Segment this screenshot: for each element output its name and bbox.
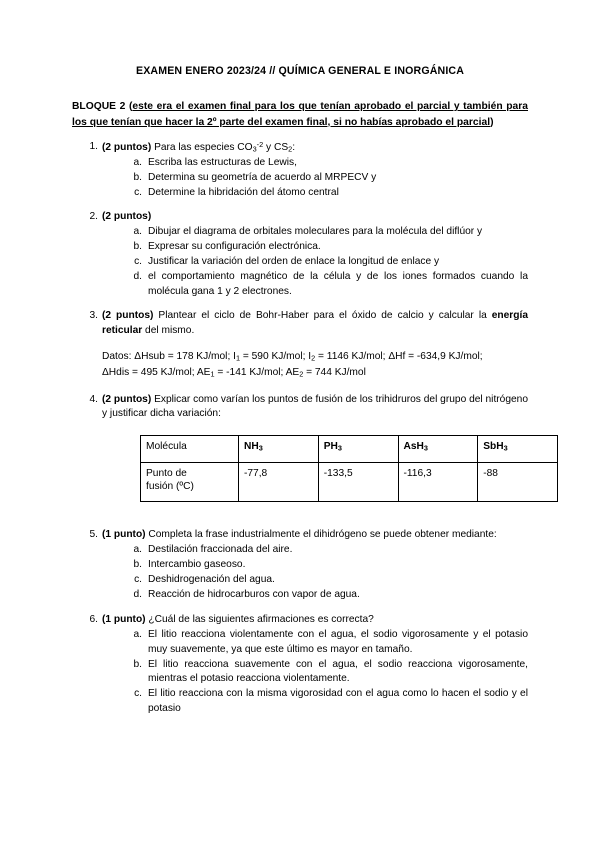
question-bold-term: energía reticular	[102, 310, 528, 336]
list-item	[102, 240, 528, 254]
subitem-text: El litio reacciona suavemente con el agua, el sodio reacciona vigorosamente, mientras el potasio reacciona violentamente.	[148, 658, 528, 685]
question-2-subitems	[102, 225, 528, 299]
question-1-text	[102, 140, 528, 155]
subitem-letter: a.	[133, 226, 142, 238]
question-4	[72, 393, 528, 502]
question-stem-end: :	[292, 141, 296, 153]
molecule-name: PH	[323, 440, 338, 452]
question-3	[72, 309, 528, 381]
subitem-text: Determina su geometría de acuerdo al MRPECV y	[148, 172, 377, 184]
subitem-letter: c.	[134, 688, 142, 700]
subitem-text: Justificar la variación del orden de enlace la longitud de enlace y	[148, 256, 440, 268]
subitem-letter: a.	[133, 629, 142, 641]
subitem-letter: d.	[133, 271, 142, 283]
subitem-text: el comportamiento magnético de la célula y de los iones formados cuando la molécula gana 1 y 2 electrones.	[148, 271, 528, 297]
question-stem: Para las especies CO	[151, 141, 253, 153]
subitem-letter: a.	[133, 157, 142, 169]
list-item	[102, 628, 528, 657]
subitem-text: El litio reacciona con la misma vigorosidad con el agua como lo hacen el sodio y el potasio	[148, 688, 528, 714]
table-cell-value: -77,8	[239, 462, 319, 501]
list-item	[102, 573, 528, 587]
ae-1-sub: 1	[210, 369, 215, 379]
subitem-text: Reacción de hidrocarburos con vapor de agua.	[148, 589, 360, 601]
table-cell-value: -116,3	[398, 462, 478, 501]
question-points: (2 puntos)	[102, 393, 152, 405]
questions-list	[72, 140, 528, 716]
ionization-2-sub: 2	[311, 353, 316, 363]
list-item	[102, 543, 528, 557]
list-item	[102, 588, 528, 602]
question-stem-tail: y CS	[263, 141, 289, 153]
question-number: 2.	[89, 210, 98, 222]
question-5-text	[102, 528, 528, 542]
datos-label: Datos:	[102, 351, 132, 363]
formula-co3-charge: -2	[256, 140, 264, 149]
question-4-text	[102, 393, 528, 422]
list-item	[102, 225, 528, 239]
question-points: (2 puntos)	[102, 141, 152, 153]
table-cell-value: -88	[478, 462, 558, 501]
subitem-letter: b.	[133, 172, 142, 184]
question-2-text	[102, 210, 528, 224]
question-5	[72, 528, 528, 603]
list-item	[102, 687, 528, 716]
ionization-1-sub: 1	[235, 353, 241, 363]
formula-cs2-sub: 2	[288, 144, 293, 154]
subitem-letter: b.	[133, 241, 142, 253]
question-1	[72, 140, 528, 201]
question-number: 3.	[89, 310, 98, 322]
question-points: (2 puntos)	[102, 210, 152, 222]
ae-2-sub: 2	[299, 369, 304, 379]
table-cell-value: -133,5	[318, 462, 398, 501]
table-header-molecule: Molécula	[141, 435, 239, 462]
question-6-subitems	[102, 628, 528, 716]
question-stem-b: del mismo.	[142, 324, 195, 336]
subitem-letter: a.	[133, 544, 142, 556]
list-item	[102, 171, 528, 185]
question-number: 4.	[89, 393, 98, 405]
list-item	[102, 186, 528, 200]
datos-line-2c: = 744 KJ/mol	[303, 366, 366, 378]
list-item	[102, 255, 528, 269]
question-6	[72, 613, 528, 716]
subitem-text: Deshidrogenación del agua.	[148, 574, 275, 586]
melting-point-table	[140, 435, 558, 502]
subitem-text: Dibujar el diagrama de orbitales moleculares para la molécula del diflúor y	[148, 226, 483, 238]
subitem-text: Destilación fraccionada del aire.	[148, 544, 293, 556]
list-item	[102, 558, 528, 572]
subitem-text: Expresar su configuración electrónica.	[148, 241, 321, 253]
question-points: (1 punto)	[102, 613, 146, 625]
bloque-label: BLOQUE 2 (	[72, 101, 133, 112]
subitem-letter: c.	[134, 574, 142, 586]
datos-line-1a: ΔHsub = 178 KJ/mol; I	[131, 351, 236, 363]
table-cell-molecule	[398, 435, 478, 462]
melting-point-label-line1: Punto de	[146, 467, 187, 479]
molecule-name: SbH	[483, 440, 504, 452]
question-stem: Completa la frase industrialmente el dihidrógeno se puede obtener mediante:	[145, 528, 497, 540]
bloque-note: este era el examen final para los que tenían aprobado el parcial y también para los que tenían que hacer la 2º parte del examen final, si no habías aprobado el parcial	[72, 101, 528, 128]
page-title: EXAMEN ENERO 2023/24 // QUÍMICA GENERAL E INORGÁNICA	[135, 65, 465, 77]
molecule-subscript: 3	[337, 443, 342, 453]
list-item	[102, 658, 528, 687]
bloque-close-paren: )	[490, 116, 494, 128]
subitem-letter: d.	[133, 589, 142, 601]
table-cell-molecule	[318, 435, 398, 462]
subitem-letter: b.	[133, 559, 142, 571]
table-header-melting-point	[141, 462, 239, 501]
list-item	[102, 270, 528, 299]
question-stem-a: Plantear el ciclo de Bohr-Haber para el óxido de calcio y calcular la	[153, 310, 492, 322]
question-number: 1.	[89, 141, 98, 152]
melting-point-table-wrapper	[140, 435, 528, 502]
question-3-text	[102, 309, 528, 338]
question-stem: ¿Cuál de las siguientes afirmaciones es correcta?	[145, 613, 374, 625]
datos-line-2b: = -141 KJ/mol; AE	[214, 366, 300, 378]
question-3-data	[102, 349, 528, 381]
molecule-name: AsH	[403, 440, 424, 452]
question-6-text	[102, 613, 528, 627]
subitem-text: El litio reacciona violentamente con el agua, el sodio vigorosamente y el potasio muy suavemente, ya que este último es mayor en tamaño.	[148, 629, 528, 655]
question-number: 5.	[89, 528, 98, 540]
subitem-text: Determine la hibridación del átomo central	[148, 187, 339, 199]
subitem-text: Escriba las estructuras de Lewis,	[148, 157, 297, 169]
subitem-text: Intercambio gaseoso.	[148, 559, 246, 571]
question-1-subitems	[102, 156, 528, 200]
question-2	[72, 210, 528, 299]
subitem-letter: c.	[134, 187, 142, 199]
molecule-name: NH	[244, 440, 259, 452]
question-number: 6.	[89, 613, 98, 625]
molecule-subscript: 3	[503, 443, 508, 453]
datos-line-2a: ΔHdis = 495 KJ/mol; AE	[102, 366, 211, 378]
table-row	[141, 435, 558, 462]
table-row	[141, 462, 558, 501]
list-item	[102, 156, 528, 170]
formula-co3-sub: 3	[252, 144, 257, 154]
molecule-subscript: 3	[423, 443, 428, 453]
molecule-subscript: 3	[258, 443, 263, 453]
melting-point-label-line2: fusión (ºC)	[146, 481, 194, 493]
question-points: (1 punto)	[102, 528, 146, 540]
subitem-letter: c.	[134, 256, 142, 268]
bloque-heading	[72, 99, 528, 131]
question-points: (2 puntos)	[102, 310, 154, 322]
table-cell-molecule	[478, 435, 558, 462]
datos-line-1c: = 1146 KJ/mol; ΔHf = -634,9 KJ/mol;	[315, 351, 483, 363]
datos-line-1b: = 590 KJ/mol; I	[240, 351, 312, 363]
table-cell-molecule	[239, 435, 319, 462]
question-5-subitems	[102, 543, 528, 602]
question-stem: Explicar como varían los puntos de fusión de los trihidruros del grupo del nitrógeno y justificar dicha variación:	[102, 393, 528, 420]
subitem-letter: b.	[133, 658, 142, 670]
